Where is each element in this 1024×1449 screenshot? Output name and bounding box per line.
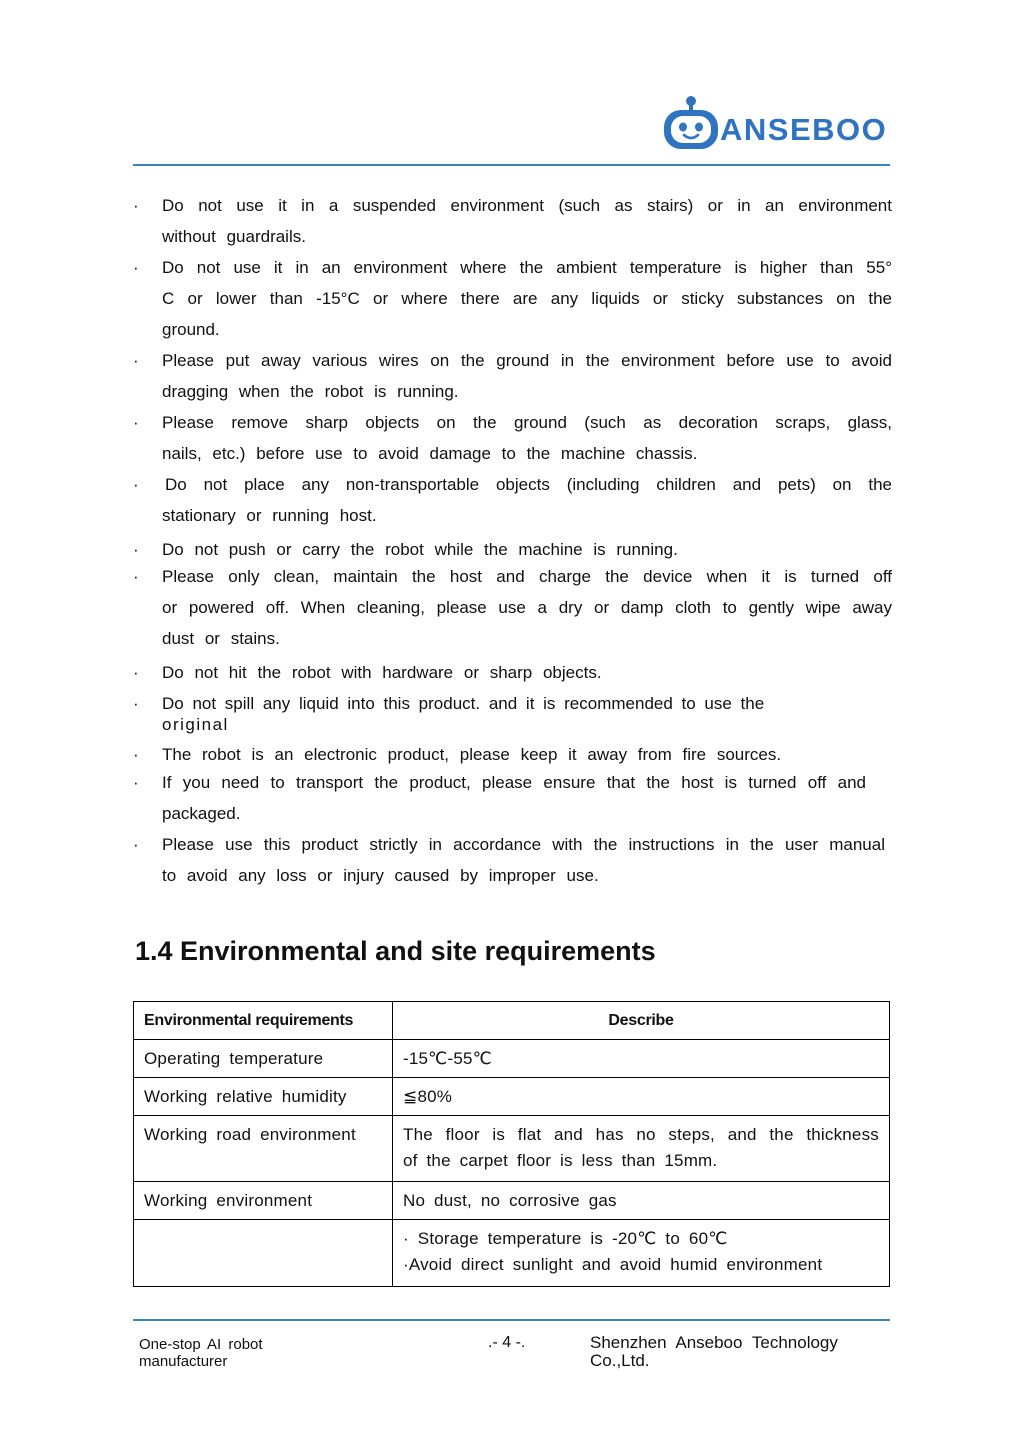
page-number: .- 4 -.: [488, 1334, 526, 1351]
bullet-line: C or lower than -15°C or where there are any liquids or sticky substances on the: [162, 289, 892, 308]
requirement-cell: Operating temperature: [134, 1040, 393, 1078]
requirement-cell: Working relative humidity: [134, 1078, 393, 1116]
column-header-requirement: Environmental requirements: [134, 1002, 393, 1040]
bullet-line: packaged.: [162, 804, 241, 823]
table-row: [134, 1220, 890, 1287]
describe-cell: [393, 1220, 890, 1287]
bullet-dot: ·: [133, 475, 139, 494]
describe-line: -15℃-55℃: [403, 1049, 492, 1068]
describe-cell: [393, 1116, 890, 1182]
bullet-line: dust or stains.: [162, 629, 280, 648]
robot-head-icon: [662, 95, 720, 151]
bullet-line: to avoid any loss or injury caused by improper use.: [162, 866, 599, 885]
describe-cell: [393, 1182, 890, 1220]
bullet-dot: ·: [133, 663, 139, 682]
bullet-line: Please put away various wires on the ground in the environment before use to avoid: [162, 351, 892, 370]
bullet-dot: ·: [133, 835, 139, 854]
table-row: [134, 1182, 890, 1220]
describe-line: ·Avoid direct sunlight and avoid humid environment: [403, 1255, 823, 1274]
bullet-dot: ·: [133, 567, 139, 586]
bullet-line: ground.: [162, 320, 220, 339]
section-heading: 1.4 Environmental and site requirements: [135, 936, 656, 966]
describe-cell: [393, 1078, 890, 1116]
bullet-dot: ·: [133, 694, 139, 713]
bullet-line: original: [162, 715, 229, 734]
footer-company: [590, 1334, 838, 1370]
table-row: [134, 1078, 890, 1116]
bullet-line: Do not use it in an environment where the ambient temperature is higher than 55°: [162, 258, 892, 277]
table-header-row: [134, 1002, 890, 1040]
bullet-line: Please only clean, maintain the host and charge the device when it is turned off: [162, 567, 892, 586]
environment-requirements-table: [133, 1001, 890, 1287]
header-divider: [133, 164, 890, 166]
bullet-line: dragging when the robot is running.: [162, 382, 459, 401]
describe-line: · Storage temperature is -20℃ to 60℃: [403, 1229, 728, 1248]
bullet-line: stationary or running host.: [162, 506, 377, 525]
bullet-line: The robot is an electronic product, please keep it away from fire sources.: [162, 745, 782, 764]
bullet-line: If you need to transport the product, please ensure that the host is turned off and: [162, 773, 866, 792]
bullet-dot: ·: [133, 196, 139, 215]
requirement-cell: Working road environment: [134, 1116, 393, 1182]
describe-cell: [393, 1040, 890, 1078]
describe-line: of the carpet floor is less than 15mm.: [403, 1151, 718, 1170]
bullet-line: without guardrails.: [162, 227, 306, 246]
bullet-line: Do not use it in a suspended environment (such as stairs) or in an environment: [162, 196, 892, 215]
bullet-dot: ·: [133, 540, 139, 559]
bullet-dot: ·: [133, 258, 139, 277]
footer-company-line: Shenzhen Anseboo Technology: [590, 1333, 838, 1352]
brand-logo-text: ANSEBOO: [720, 112, 888, 147]
bullet-dot: ·: [133, 351, 139, 370]
table-row: [134, 1116, 890, 1182]
bullet-line: or powered off. When cleaning, please use a dry or damp cloth to gently wipe away: [162, 598, 892, 617]
bullet-line: Do not spill any liquid into this product. and it is recommended to use the: [162, 694, 765, 713]
footer-company-line: Co.,Ltd.: [590, 1351, 650, 1370]
bullet-line: nails, etc.) before use to avoid damage to the machine chassis.: [162, 444, 698, 463]
bullet-line: Do not hit the robot with hardware or sharp objects.: [162, 663, 602, 682]
describe-line: No dust, no corrosive gas: [403, 1191, 617, 1210]
describe-line: The floor is flat and has no steps, and the thickness: [403, 1125, 879, 1144]
bullet-dot: ·: [133, 773, 139, 792]
bullet-line: Please use this product strictly in accordance with the instructions in the user manual: [162, 835, 885, 854]
describe-line: ≦80%: [403, 1087, 453, 1106]
bullet-line: Do not push or carry the robot while the machine is running.: [162, 540, 678, 559]
requirement-cell: Working environment: [134, 1182, 393, 1220]
column-header-describe: Describe: [393, 1002, 890, 1040]
bullet-line: Do not place any non-transportable objects (including children and pets) on the: [165, 475, 892, 494]
bullet-line: Please remove sharp objects on the ground (such as decoration scraps, glass,: [162, 413, 892, 432]
footer-tagline-line: manufacturer: [139, 1353, 228, 1370]
bullet-dot: ·: [133, 413, 139, 432]
table-row: [134, 1040, 890, 1078]
footer-divider: [133, 1319, 890, 1321]
bullet-dot: ·: [133, 745, 139, 764]
requirement-cell-empty: [134, 1220, 393, 1287]
footer-tagline: [139, 1336, 263, 1370]
footer-tagline-line: One-stop AI robot: [139, 1336, 263, 1353]
